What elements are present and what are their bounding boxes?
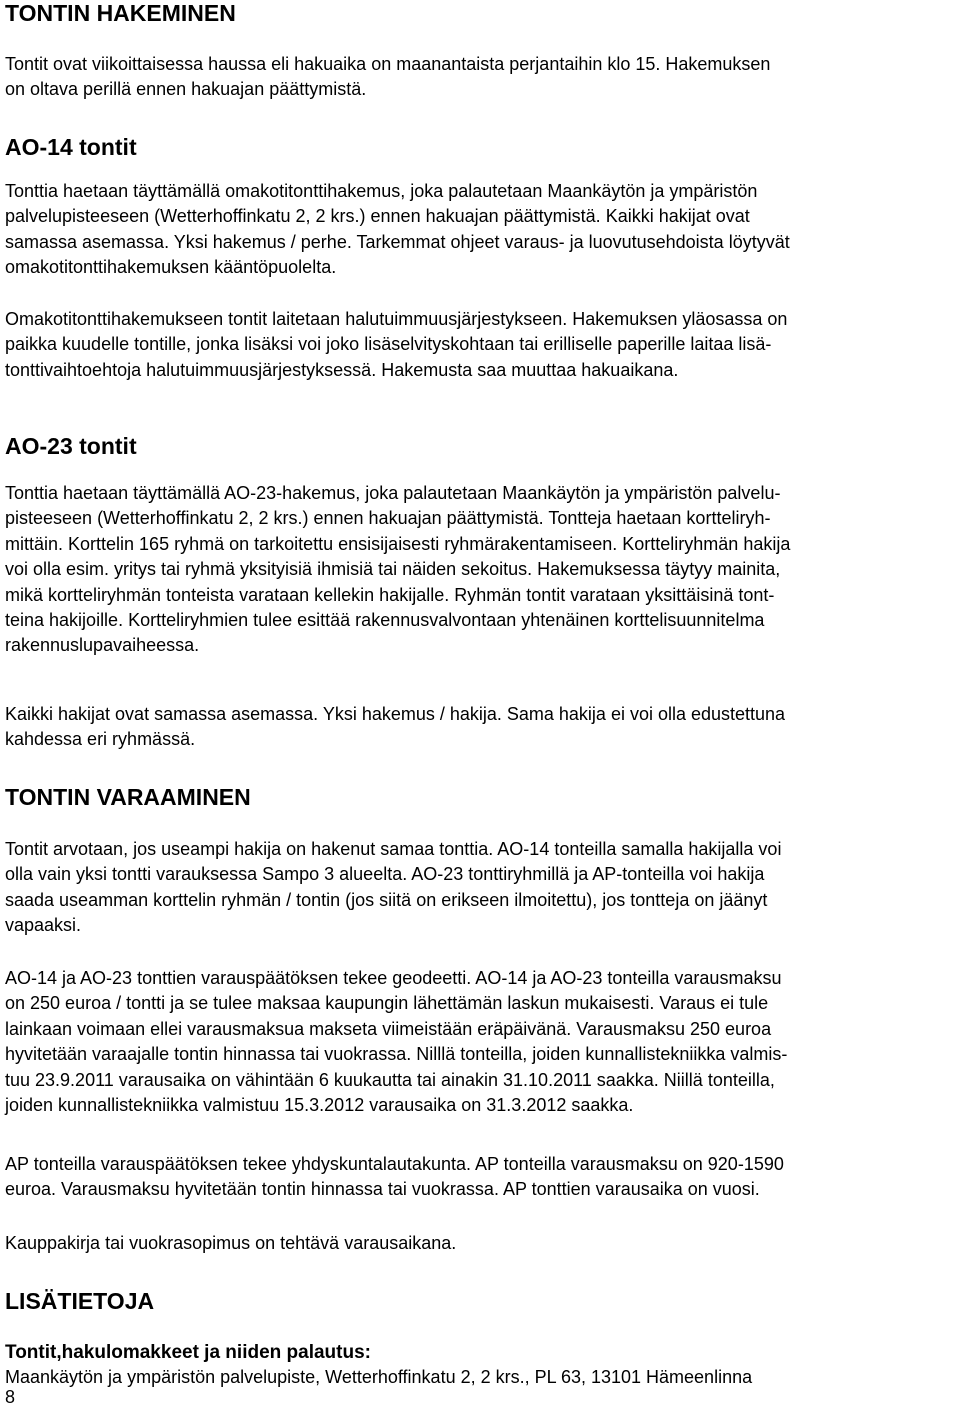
paragraph-ao14-jarjestys: [5, 307, 787, 383]
text-line: Tontit arvotaan, jos useampi hakija on hakenut samaa tonttia. AO-14 tonteilla samalla hakijalla voi: [5, 839, 782, 859]
text-line: hyvitetään varaajalle tontin hinnassa tai vuokrassa. Nilllä tonteilla, joiden kunnallistekniikka valmis-: [5, 1044, 788, 1065]
text-line: pisteeseen (Wetterhoffinkatu 2, 2 krs.) ennen hakuajan päättymistä. Tontteja haetaan kortteliryh-: [5, 508, 771, 529]
text-line: on oltava perillä ennen hakuajan päättymistä.: [5, 79, 367, 100]
text-line: Kauppakirja tai vuokrasopimus on tehtävä varausaikana.: [5, 1233, 457, 1253]
text-line: rakennuslupavaiheessa.: [5, 635, 200, 656]
text-line: Omakotitonttihakemukseen tontit laitetaan halutuimmuusjärjestykseen. Hakemuksen yläosassa on: [5, 309, 788, 329]
heading-tontin-varaaminen: TONTIN VARAAMINEN: [5, 784, 251, 810]
text-line: Tonttia haetaan täyttämällä AO-23-hakemus, joka palautetaan Maankäytön ja ympäristön palvelu-: [5, 483, 781, 503]
paragraph-kauppakirja: [5, 1231, 456, 1256]
text-line: paikka kuudelle tontille, jonka lisäksi voi joko lisäselvityskohtaan tai erilliselle paperille laitaa lisä-: [5, 334, 772, 355]
address-line: Maankäytön ja ympäristön palvelupiste, Wetterhoffinkatu 2, 2 krs., PL 63, 13101 Hämeenlinna: [5, 1367, 753, 1387]
paragraph-ap-tontit: [5, 1152, 784, 1203]
text-line: Tonttia haetaan täyttämällä omakotitonttihakemus, joka palautetaan Maankäytön ja ympäristön: [5, 181, 758, 201]
text-line: euroa. Varausmaksu hyvitetään tontin hinnassa tai vuokrassa. AP tonttien varausaika on vuosi.: [5, 1179, 760, 1200]
page-number: 8: [5, 1387, 16, 1407]
paragraph-hakuaika: [5, 52, 770, 103]
text-line: olla vain yksi tontti varauksessa Sampo 3 alueelta. AO-23 tonttiryhmillä ja AP-tonteilla voi hakija: [5, 864, 765, 885]
text-line: on 250 euroa / tontti ja se tulee maksaa kaupungin lähettämän laskun mukaisesti. Varaus ei tule: [5, 993, 769, 1014]
paragraph-varauspaatos: [5, 966, 787, 1118]
paragraph-arvonta: [5, 837, 781, 939]
paragraph-ao23-asema: [5, 702, 785, 753]
text-line: AO-14 ja AO-23 tonttien varauspäätöksen tekee geodeetti. AO-14 ja AO-23 tonteilla varausmaksu: [5, 968, 782, 988]
text-line: palvelupisteeseen (Wetterhoffinkatu 2, 2 krs.) ennen hakuajan päättymistä. Kaikki hakijat ovat: [5, 206, 750, 227]
paragraph-ao23-hakeminen: [5, 481, 790, 659]
text-line: saada useamman korttelin ryhmän / tontin (jos siitä on erikseen ilmoitettu), jos tontteja on jäänyt: [5, 889, 768, 910]
text-line: samassa asemassa. Yksi hakemus / perhe. Tarkemmat ohjeet varaus- ja luovutusehdoista löytyvät: [5, 231, 790, 252]
subheading-hakulomakkeet: Tontit,hakulomakkeet ja niiden palautus:: [5, 1342, 371, 1363]
text-line: teina hakijoille. Kortteliryhmien tulee esittää rakennusvalvontaan yhtenäinen korttelisuunnitelma: [5, 610, 765, 631]
text-line: lainkaan voimaan ellei varausmaksua makseta viimeistään eräpäivänä. Varausmaksu 250 euroa: [5, 1018, 772, 1039]
text-line: Kaikki hakijat ovat samassa asemassa. Yksi hakemus / hakija. Sama hakija ei voi olla edustettuna: [5, 704, 786, 724]
text-line: omakotitonttihakemuksen kääntöpuolelta.: [5, 257, 337, 278]
text-line: kahdessa eri ryhmässä.: [5, 729, 196, 750]
text-line: mittäin. Korttelin 165 ryhmä on tarkoitettu ensisijaisesti ryhmärakentamiseen. Kortteliryhmän hakija: [5, 533, 791, 554]
heading-tontin-hakeminen: TONTIN HAKEMINEN: [5, 0, 236, 26]
text-line: tonttivaihtoehtoja halutuimmuusjärjestyksessä. Hakemusta saa muuttaa hakuaikana.: [5, 359, 679, 380]
text-line: joiden kunnallistekniikka valmistuu 15.3.2012 varausaika on 31.3.2012 saakka.: [5, 1095, 634, 1116]
heading-ao23: AO-23 tontit: [5, 433, 137, 459]
heading-ao14: AO-14 tontit: [5, 134, 137, 160]
text-line: Tontit ovat viikoittaisessa haussa eli hakuaika on maanantaista perjantaihin klo 15. Hakemuksen: [5, 54, 771, 74]
text-line: tuu 23.9.2011 varausaika on vähintään 6 kuukautta tai ainakin 31.10.2011 saakka. Niillä tonteilla,: [5, 1069, 775, 1090]
text-line: mikä kortteliryhmän tonteista varataan kellekin hakijalle. Ryhmän tontit varataan yksittäisinä tont-: [5, 584, 775, 605]
text-line: AP tonteilla varauspäätöksen tekee yhdyskuntalautakunta. AP tonteilla varausmaksu on 920-1590: [5, 1154, 784, 1174]
text-line: vapaaksi.: [5, 915, 82, 936]
heading-lisatietoja: LISÄTIETOJA: [5, 1288, 155, 1314]
paragraph-ao14-hakeminen: [5, 179, 790, 281]
text-line: voi olla esim. yritys tai ryhmä yksityisiä ihmisiä tai näiden sekoitus. Hakemuksessa täytyy mainita,: [5, 559, 781, 580]
